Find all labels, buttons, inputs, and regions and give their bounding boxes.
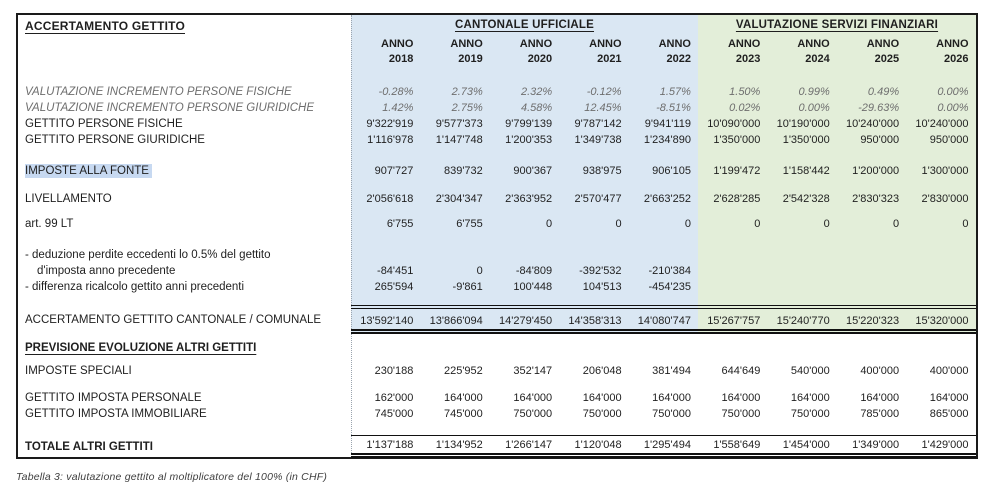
value-cell: 10'240'000 [915,118,969,130]
value-cell: 265'594 [374,281,414,293]
value-cell: 745'000 [443,408,483,420]
value-cell: 164'000 [790,392,830,404]
value-cell: 164'000 [513,392,553,404]
value-cell: 750'000 [582,408,622,420]
row-values [351,390,976,406]
value-cell: 2'830'000 [921,193,969,205]
table-row [18,163,976,179]
value-cell: 6'755 [386,218,414,230]
table-row [18,132,976,148]
highlighted-label: IMPOSTE ALLA FONTE [25,164,152,178]
row-values [351,279,976,295]
value-cell: -0.28% [378,86,414,98]
value-cell: 0.02% [729,102,761,114]
value-cell: 900'367 [513,165,553,177]
table-row [18,363,976,379]
anno-cell: ANNO [381,38,414,50]
row-values [351,132,976,148]
row-values [351,216,976,232]
value-cell: 2'830'323 [852,193,900,205]
value-cell: 400'000 [929,365,969,377]
value-cell: 100'448 [513,281,553,293]
value-cell: 15'240'770 [776,315,830,327]
table-header-years [18,52,976,68]
value-cell: 0 [754,218,761,230]
table-header-groups [18,15,976,37]
value-cell: 1'349'000 [852,439,900,451]
table-row [18,191,976,207]
value-cell: 2.32% [520,86,553,98]
table-row [18,116,976,132]
year-cell: 2025 [874,53,900,65]
value-cell: 104'513 [582,281,622,293]
value-cell: 750'000 [652,408,691,420]
row-values [351,363,976,379]
value-cell [906,279,975,295]
value-cell: 2'542'328 [782,193,830,205]
value-cell: 10'240'000 [845,118,900,130]
value-cell: -9'861 [452,281,483,293]
anno-cell: ANNO [866,38,900,50]
table-row [18,406,976,422]
year-cell: 2024 [805,53,830,65]
value-cell: 0.99% [798,86,830,98]
row-label: VALUTAZIONE INCREMENTO PERSONE GIURIDICHE [25,102,315,114]
year-cell: 2018 [388,53,414,65]
group-header-servizi: VALUTAZIONE SERVIZI FINANZIARI [735,19,939,31]
value-cell: 750'000 [513,408,553,420]
value-cell: 950'000 [929,134,969,146]
group-header-cantonale: CANTONALE UFFICIALE [454,19,595,31]
value-cell: 1.57% [659,86,691,98]
value-cell: 1'116'978 [367,134,414,146]
value-cell: 1.50% [729,86,761,98]
value-cell: 2.73% [451,86,483,98]
value-cell: -84'809 [515,265,553,277]
value-cell: 12.45% [584,102,622,114]
value-cell: 1'199'472 [713,165,761,177]
year-cell: 2023 [735,53,761,65]
row-values [351,305,976,334]
value-cell: 0 [823,218,830,230]
year-cell: 2019 [458,53,483,65]
value-cell: 14'279'450 [499,315,553,327]
value-cell: 164'000 [929,392,969,404]
value-cell: 2'363'952 [505,193,553,205]
value-cell: 938'975 [582,165,622,177]
anno-cell: ANNO [727,38,761,50]
value-cell: 164'000 [443,392,483,404]
row-label: PREVISIONE EVOLUZIONE ALTRI GETTITI [25,342,257,354]
header-spacer [18,37,351,52]
value-cell: -29.63% [858,102,900,114]
row-label: LIVELLAMENTO [25,193,112,205]
table-title: ACCERTAMENTO GETTITO [25,19,185,33]
value-cell: 1'134'952 [435,439,483,451]
table-row [18,305,976,334]
value-cell: 1'558'649 [713,439,761,451]
value-cell: 745'000 [374,408,414,420]
value-cell: 2'663'252 [643,193,691,205]
table-row [18,340,976,356]
value-cell: 10'190'000 [776,118,830,130]
value-cell: 1'300'000 [921,165,969,177]
value-cell: 785'000 [860,408,900,420]
value-cell: 14'080'747 [637,315,691,327]
value-cell: 1'350'000 [782,134,830,146]
value-cell: 0 [546,218,553,230]
value-cell: 0.00% [937,102,969,114]
value-cell: 1'137'188 [366,439,414,451]
table-row [18,435,976,458]
row-label: GETTITO PERSONE GIURIDICHE [25,134,205,146]
value-cell: 0 [476,265,483,277]
value-cell: 0 [684,218,691,230]
value-cell: -0.12% [586,86,622,98]
value-cell: 0.49% [867,86,900,98]
row-label: art. 99 LT [25,218,74,230]
value-cell: 950'000 [860,134,900,146]
table-row [18,216,976,232]
year-cell: 2020 [527,53,553,65]
row-values [351,84,976,100]
value-cell: 2.75% [451,102,483,114]
value-cell: -210'384 [648,265,691,277]
value-cell: 1'200'353 [505,134,553,146]
value-cell: 906'105 [652,165,691,177]
year-cell: 2022 [666,53,691,65]
table-row [18,100,976,116]
anno-cell: ANNO [589,38,622,50]
value-cell: 907'727 [374,165,414,177]
value-cell: 1'454'000 [782,439,830,451]
value-cell: 750'000 [790,408,830,420]
value-cell: 865'000 [929,408,969,420]
value-cell: 1'158'442 [782,165,830,177]
value-cell: 9'577'373 [435,118,483,130]
value-cell: 206'048 [582,365,622,377]
row-label: GETTITO IMPOSTA PERSONALE [25,392,202,404]
table-row [18,390,976,406]
anno-cell: ANNO [450,38,483,50]
anno-cell: ANNO [658,38,691,50]
value-cell: 750'000 [721,408,761,420]
value-cell: 540'000 [790,365,830,377]
value-cell: 4.58% [520,102,553,114]
value-cell: 1'350'000 [713,134,761,146]
table-header-anno [18,37,976,52]
value-cell: 230'188 [374,365,414,377]
value-cell: 0.00% [937,86,969,98]
value-cell: 2'628'285 [713,193,761,205]
row-label-line1: - deduzione perdite eccedenti lo 0.5% del gettito [25,249,271,261]
row-values [351,406,976,422]
value-cell: 1'429'000 [921,439,969,451]
value-cell: 164'000 [652,392,691,404]
value-cell: 644'649 [721,365,761,377]
value-cell [698,279,767,295]
table-body [18,84,976,458]
row-values [351,435,976,458]
value-cell: 1.42% [382,102,414,114]
value-cell: 2'056'618 [366,193,414,205]
value-cell: 352'147 [513,365,553,377]
gettito-table [16,13,978,459]
anno-cell: ANNO [519,38,553,50]
value-cell: 839'732 [443,165,483,177]
value-cell: 162'000 [374,392,414,404]
value-cell: 13'592'140 [360,315,414,327]
value-cell: 9'799'139 [505,118,553,130]
row-values [351,116,976,132]
value-cell: 1'266'147 [505,439,553,451]
row-label-line2: d'imposta anno precedente [37,265,176,277]
row-label: ACCERTAMENTO GETTITO CANTONALE / COMUNALE [25,313,322,326]
value-cell: 1'349'738 [574,134,622,146]
value-cell: 1'120'048 [574,439,622,451]
value-cell: 2'570'477 [574,193,622,205]
value-cell: -392'532 [579,265,622,277]
row-values [351,247,976,279]
row-label: TOTALE ALTRI GETTITI [25,440,153,453]
value-cell: 15'220'323 [845,315,900,327]
value-cell: -84'451 [377,265,414,277]
value-cell: 15'320'000 [915,315,969,327]
value-cell: -454'235 [648,281,691,293]
value-cell: 164'000 [582,392,622,404]
value-cell: 15'267'757 [707,315,761,327]
value-cell: 1'147'748 [435,134,483,146]
row-label: GETTITO PERSONE FISICHE [25,118,183,130]
table-row [18,84,976,100]
table-caption: Tabella 3: valutazione gettito al moltiplicatore del 100% (in CHF) [16,471,328,483]
value-cell: 6'755 [456,218,483,230]
value-cell: 225'952 [443,365,483,377]
anno-cell: ANNO [797,38,830,50]
value-cell: 400'000 [860,365,900,377]
year-cell: 2021 [597,53,622,65]
year-cell: 2026 [944,53,969,65]
value-cell: 13'866'094 [429,315,483,327]
value-cell: 0 [893,218,900,230]
anno-cell: ANNO [936,38,969,50]
value-cell: 2'304'347 [435,193,483,205]
value-cell: 1'234'890 [643,134,691,146]
value-cell: 1'295'494 [643,439,691,451]
table-row [18,279,976,295]
table-content [18,15,976,457]
value-cell: 0 [962,218,969,230]
value-cell: 164'000 [860,392,900,404]
value-cell: 14'358'313 [568,315,622,327]
value-cell: 1'200'000 [852,165,900,177]
value-cell: 0.00% [798,102,830,114]
value-cell [837,279,906,295]
value-cell: 164'000 [721,392,761,404]
value-cell: 381'494 [652,365,691,377]
table-row [18,247,976,279]
value-cell: -8.51% [656,102,691,114]
value-cell: 9'322'919 [366,118,414,130]
value-cell: 9'787'142 [574,118,622,130]
row-label: IMPOSTE SPECIALI [25,365,132,377]
value-cell: 9'941'119 [644,118,691,130]
value-cell: 0 [615,218,622,230]
row-label [18,247,351,279]
row-label: GETTITO IMPOSTA IMMOBILIARE [25,408,207,420]
value-cell [767,279,836,295]
header-spacer [18,52,351,68]
row-label [18,163,351,179]
row-values [351,163,976,179]
row-label: - differenza ricalcolo gettito anni precedenti [25,281,245,293]
row-label: VALUTAZIONE INCREMENTO PERSONE FISICHE [25,86,292,98]
row-values [351,191,976,207]
row-values [351,100,976,116]
value-cell: 10'090'000 [707,118,761,130]
